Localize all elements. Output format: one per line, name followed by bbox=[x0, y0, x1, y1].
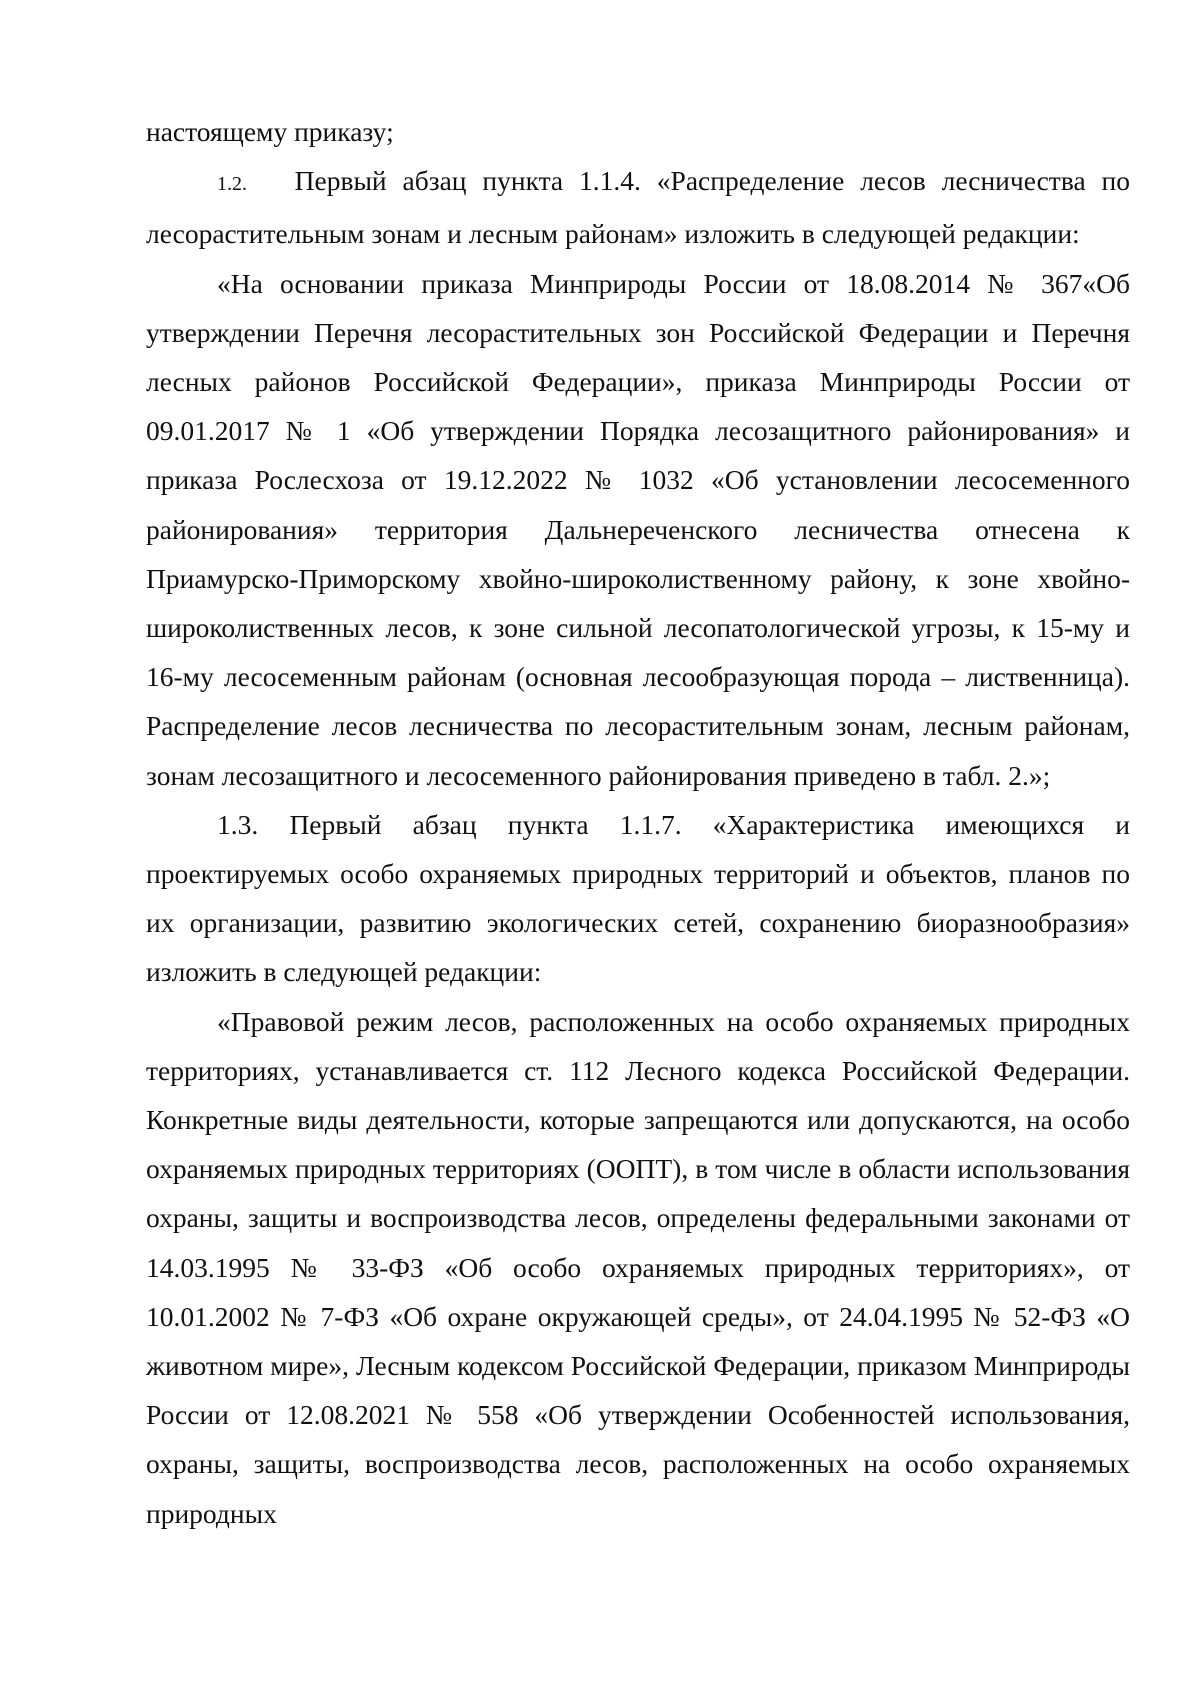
item-number-1-2: 1.2. bbox=[217, 173, 247, 196]
document-body bbox=[146, 107, 1130, 1538]
paragraph-item-1-3: 1.3. Первый абзац пункта 1.1.7. «Характеристика имеющихся и проектируемых особо охраняемых природных территорий и объектов, планов по их организации, развитию экологических сетей, сохранению биоразнообразия» изложить в следующей редакции: bbox=[146, 808, 1130, 988]
paragraph-quote-protected-areas: «Правовой режим лесов, расположенных на особо охраняемых природных территориях, устанавливается ст. 112 Лесного кодекса Российской Федерации. Конкретные виды деятельности, которые запрещаются или допускаются, на особо охраняемых природных территориях (ООПТ), в том числе в области использования охраны, защиты и воспроизводства лесов, определены федеральными законами от 14.03.1995 № 33-ФЗ «Об особо охраняемых природных территориях», от 10.01.2002 № 7-ФЗ «Об охране окружающей среды», от 24.04.1995 № 52-ФЗ «О животном мире», Лесным кодексом Российской Федерации, приказом Минприроды России от 12.08.2021 № 558 «Об утверждении Особенностей использования, охраны, защиты, воспроизводства лесов, расположенных на особо охраняемых природных bbox=[146, 1005, 1130, 1529]
paragraph-continuation: настоящему приказу; bbox=[146, 116, 394, 147]
item-text-1-2: Первый абзац пункта 1.1.4. «Распределение лесов лесничества по лесорастительным зонам и лесным районам» изложить в следующей редакции: bbox=[146, 165, 1131, 250]
paragraph-quote-forest-zones: «На основании приказа Минприроды России от 18.08.2014 № 367«Об утверждении Перечня лесорастительных зон Российской Федерации и Перечня лесных районов Российской Федерации», приказа Минприроды России от 09.01.2017 № 1 «Об утверждении Порядка лесозащитного районирования» и приказа Рослесхоза от 19.12.2022 № 1032 «Об установлении лесосеменного районирования» территория Дальнереченского лесничества отнесена к Приамурско-Приморскому хвойно-широколиственному району, к зоне хвойно-широколиственных лесов, к зоне сильной лесопатологической угрозы, к 15-му и 16-му лесосеменным районам (основная лесообразующая порода – лиственница). Распределение лесов лесничества по лесорастительным зонам, лесным районам, зонам лесозащитного и лесосеменного районирования приведено в табл. 2.»; bbox=[146, 267, 1130, 791]
paragraph-item-1-2 bbox=[146, 156, 1130, 258]
